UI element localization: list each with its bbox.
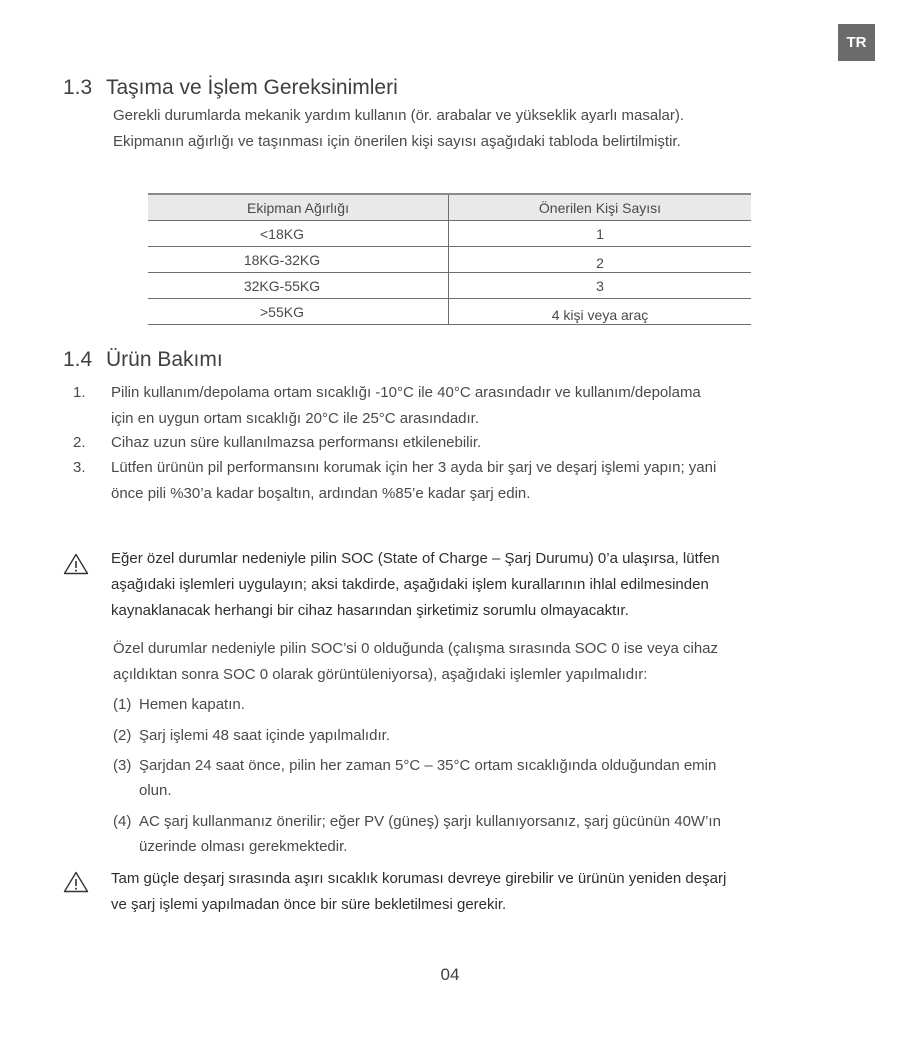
page-number: 04 — [440, 965, 460, 984]
section-title: Ürün Bakımı — [106, 348, 223, 371]
list-item-line: Lütfen ürünün pil performansını korumak için her 3 ayda bir şarj ve deşarj işlemi yapın; yani — [111, 459, 717, 476]
table-cell-weight: >55KG — [148, 299, 449, 325]
table-header-row — [148, 194, 751, 221]
step-number: (4) — [113, 813, 132, 830]
table-row — [148, 273, 751, 299]
step-line: üzerinde olması gerekmektedir. — [139, 838, 348, 855]
section-heading-transport — [63, 76, 398, 100]
list-item-line: önce pili %30’a kadar boşaltın, ardından %85’e kadar şarj edin. — [111, 485, 531, 502]
step-line: olun. — [139, 782, 172, 799]
warning-triangle-icon — [63, 553, 89, 575]
table-cell-persons: 4 kişi veya araç — [449, 299, 752, 325]
table-row — [148, 221, 751, 247]
weight-table — [148, 193, 751, 325]
warning-line: Tam güçle deşarj sırasında aşırı sıcaklık koruması devreye girebilir ve ürünün yeniden deşarj — [111, 870, 727, 887]
warning-line: kaynaklanacak herhangi bir cihaz hasarından şirketimiz sorumlu olmayacaktır. — [111, 602, 629, 619]
list-item-line: Pilin kullanım/depolama ortam sıcaklığı -10°C ile 40°C arasındadır ve kullanım/depolama — [111, 384, 701, 401]
table-cell-weight: 32KG-55KG — [148, 273, 449, 299]
step-line: Hemen kapatın. — [139, 696, 245, 713]
warning-text — [111, 866, 726, 918]
warning-line: ve şarj işlemi yapılmadan önce bir süre bekletilmesi gerekir. — [111, 896, 507, 913]
list-item-number: 3. — [73, 459, 86, 476]
section-title: Taşıma ve İşlem Gereksinimleri — [106, 76, 398, 99]
warning-line: Eğer özel durumlar nedeniyle pilin SOC (State of Charge – Şarj Durumu) 0’a ulaşırsa, lütfen — [111, 550, 720, 567]
warning-triangle-icon — [63, 871, 89, 893]
step-number: (1) — [113, 696, 132, 713]
table-cell-persons: 3 — [449, 273, 752, 299]
table-cell-persons: 2 — [449, 247, 752, 273]
transport-text-line-2: Ekipmanın ağırlığı ve taşınması için önerilen kişi sayısı aşağıdaki tabloda belirtilmiştir. — [113, 133, 681, 150]
section-heading-maintenance — [63, 348, 223, 372]
list-item-line: Cihaz uzun süre kullanılmazsa performansı etkilenebilir. — [111, 434, 482, 451]
transport-text-line-1: Gerekli durumlarda mekanik yardım kullanın (ör. arabalar ve yükseklik ayarlı masalar). — [113, 107, 685, 124]
language-badge: TR — [838, 24, 875, 61]
step-line: Şarjdan 24 saat önce, pilin her zaman 5°C – 35°C ortam sıcaklığında olduğundan emin — [139, 757, 717, 774]
list-item-number: 2. — [73, 434, 86, 451]
soc-note-line: Özel durumlar nedeniyle pilin SOC’si 0 olduğunda (çalışma sırasında SOC 0 ise veya cihaz — [113, 640, 719, 657]
table-header-weight: Ekipman Ağırlığı — [148, 194, 449, 221]
step-number: (3) — [113, 757, 132, 774]
section-number: 1.3 — [63, 76, 93, 99]
list-item-line: için en uygun ortam sıcaklığı 20°C ile 25°C arasındadır. — [111, 410, 480, 427]
warning-line: aşağıdaki işlemleri uygulayın; aksi takdirde, aşağıdaki işlem kurallarının ihlal edilmesinden — [111, 576, 709, 593]
step-line: Şarj işlemi 48 saat içinde yapılmalıdır. — [139, 727, 390, 744]
table-cell-persons: 1 — [449, 221, 752, 247]
soc-note-line: açıldıktan sonra SOC 0 olarak görüntüleniyorsa), aşağıdaki işlemler yapılmalıdır: — [113, 666, 648, 683]
list-item-number: 1. — [73, 384, 86, 401]
section-number: 1.4 — [63, 348, 93, 371]
step-line: AC şarj kullanmanız önerilir; eğer PV (güneş) şarjı kullanıyorsanız, şarj gücünün 40W’ın — [139, 813, 721, 830]
table-row — [148, 247, 751, 273]
table-header-persons: Önerilen Kişi Sayısı — [449, 194, 752, 221]
table-cell-weight: 18KG-32KG — [148, 247, 449, 273]
warning-text — [111, 546, 720, 624]
table-row — [148, 299, 751, 325]
table-cell-weight: <18KG — [148, 221, 449, 247]
step-number: (2) — [113, 727, 132, 744]
soc-note-text — [113, 636, 718, 688]
